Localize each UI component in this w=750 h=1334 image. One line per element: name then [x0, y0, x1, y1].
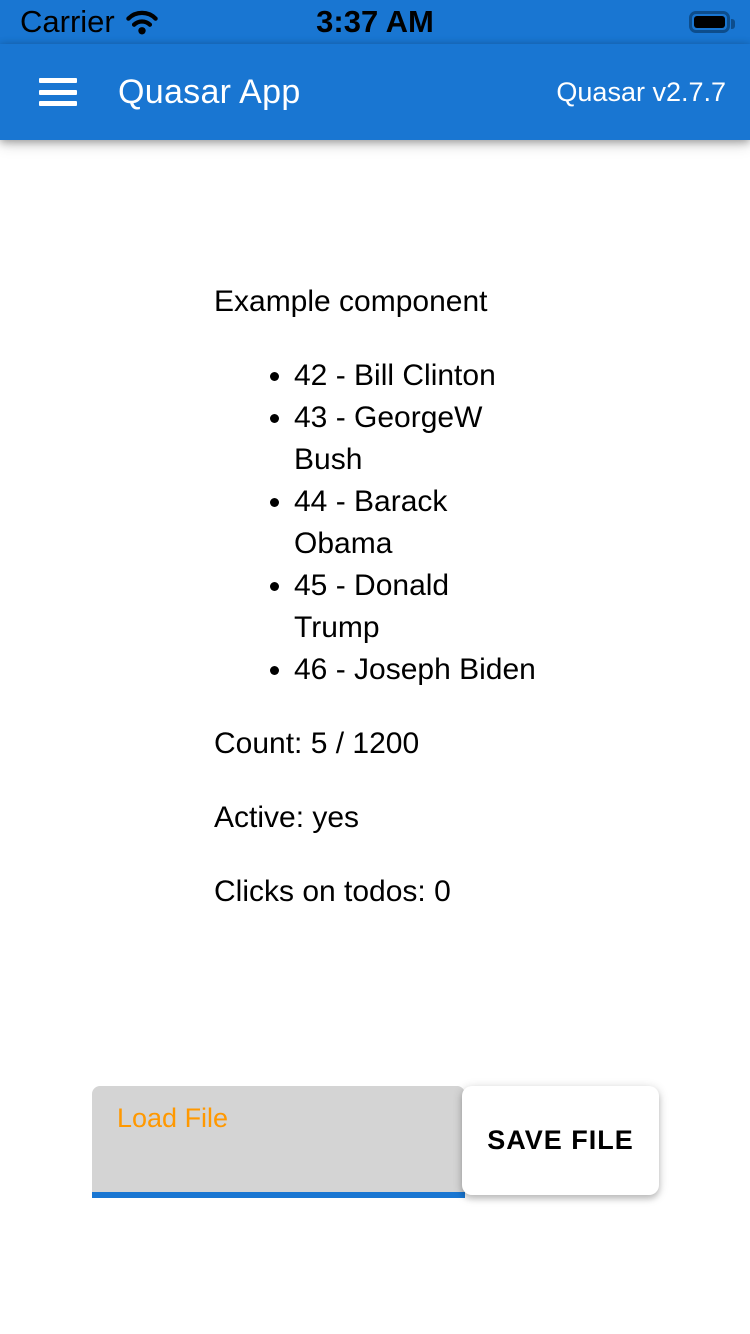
example-component-heading: Example component	[214, 285, 488, 318]
app-version-label: Quasar v2.7.7	[556, 76, 726, 107]
app-title: Quasar App	[118, 72, 301, 111]
todo-item[interactable]: • 42 - Bill Clinton	[294, 355, 536, 397]
active-label: Active: yes	[214, 801, 360, 834]
status-bar	[0, 0, 750, 44]
todo-list	[214, 355, 536, 691]
battery-icon	[689, 11, 730, 33]
menu-bar	[39, 90, 77, 95]
clicks-label: Clicks on todos: 0	[214, 875, 451, 908]
todo-item[interactable]: • 45 - Donald Trump	[294, 565, 536, 649]
todo-item[interactable]: • 43 - GeorgeW Bush	[294, 397, 536, 481]
todo-item[interactable]: • 44 - Barack Obama	[294, 481, 536, 565]
load-file-label: Load File	[117, 1103, 229, 1133]
battery-nub	[731, 19, 735, 29]
battery-fill	[694, 16, 725, 28]
todo-item[interactable]: • 46 - Joseph Biden	[294, 649, 536, 691]
load-file-input[interactable]	[92, 1086, 465, 1198]
menu-bar	[39, 101, 77, 106]
main-content	[214, 140, 536, 913]
menu-bar	[39, 78, 77, 83]
status-time: 3:37 AM	[316, 4, 434, 39]
menu-icon[interactable]	[39, 78, 77, 106]
carrier-label: Carrier	[20, 4, 115, 39]
count-label: Count: 5 / 1200	[214, 727, 420, 760]
app-header	[0, 44, 750, 140]
save-file-button[interactable]: SAVE FILE	[462, 1086, 659, 1195]
